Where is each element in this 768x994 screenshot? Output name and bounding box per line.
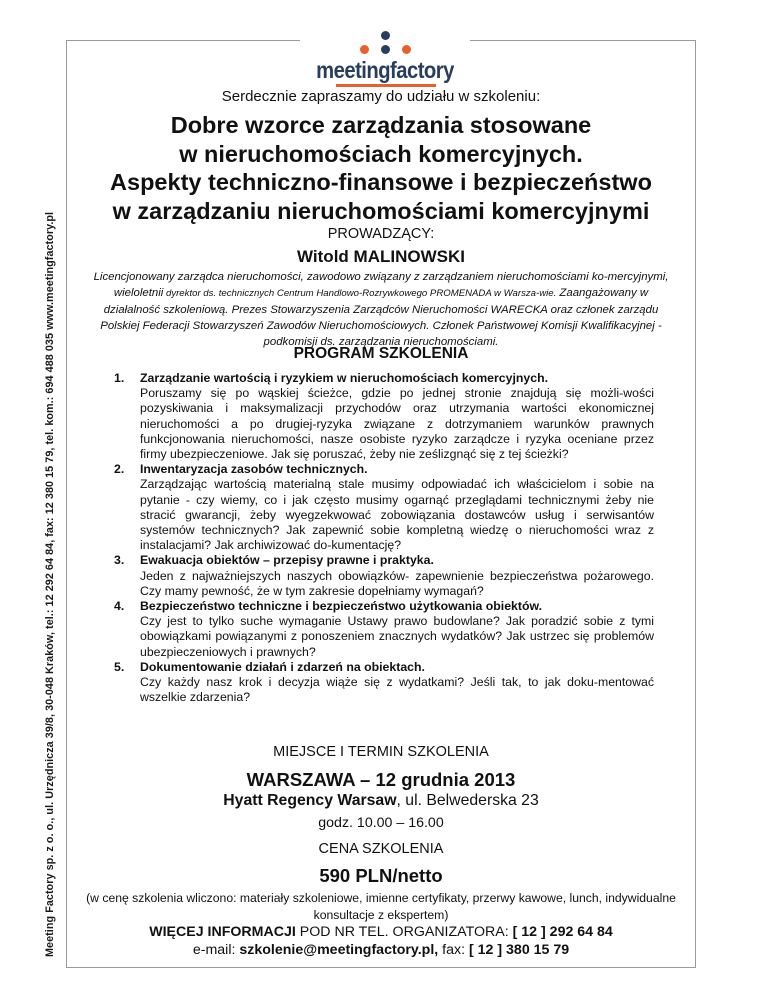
program-item — [114, 660, 654, 706]
title-line: Aspekty techniczno-finansowe i bezpieczeństwo — [110, 169, 652, 195]
program-item-description: Zarządzając wartością materialną stale musimy odpowiadać ich właścicielom i sobie na pytanie - czy wiemy, co i jak często musimy ogarnąć przeglądami technicznymi żeby nie stracić gwarancji, żeby wyegzekwować zobowiązania dostawców usług i serwisantów systemów technicznych? Jak zapewnić sobie kompletną wiedzę o nieruchomości wraz z instalacjami? Jak archiwizować do-kumentację? — [140, 477, 654, 553]
contact-info-text: POD NR TEL. ORGANIZATORA: — [295, 924, 513, 940]
fax-label: fax: — [438, 941, 469, 958]
venue-address: , ul. Belwederska 23 — [396, 792, 539, 809]
venue — [66, 792, 696, 810]
program-item-number: 1. — [114, 371, 125, 385]
program-list — [114, 371, 654, 705]
training-hours: godz. 10.00 – 16.00 — [318, 815, 444, 831]
organizer-fax: [ 12 ] 380 15 79 — [468, 941, 570, 958]
program-item-heading: Inwentaryzacja zasobów technicznych. — [140, 462, 368, 477]
logo-dot-left — [360, 45, 369, 54]
organizer-email[interactable]: szkolenie@meetingfactory.pl, — [239, 941, 439, 958]
training-title — [66, 111, 696, 225]
trainer-label: PROWADZĄCY: — [327, 226, 435, 242]
company-address-vertical: Meeting Factory sp. z o. o., ul. Urzędnicza 39/8, 30-048 Kraków, tel.: 12 292 64 84, fax: 12 380 15 79, tel. kom.: 694 488 035 www.meetingfactory.pl — [44, 211, 56, 957]
program-item-number: 4. — [114, 599, 125, 614]
program-item — [114, 371, 654, 462]
venue-name: Hyatt Regency Warsaw — [223, 792, 397, 809]
price-value: 590 PLN/netto — [319, 865, 443, 886]
program-item — [114, 553, 654, 599]
program-heading: PROGRAM SZKOLENIA — [293, 345, 469, 362]
program-item-number: 2. — [114, 462, 125, 477]
program-item — [114, 462, 654, 553]
program-item-description: Poruszamy się po wąskiej ścieżce, gdzie po jednej stronie znajdują się możli-wości pozyskiwania i maksymalizacji przychodów oraz utrzymania wartości ekonomicznej nieruchomości a po drugiej-ryzyka związane z dotrzymaniem warunków prawnych funkcjonowania nieruchomości, nasze osobiste ryzyko zarządcze i ryzyka oceniane przez firmy ubezpieczeniowe. Jak się poruszać, żeby nie ześlizgnąć się z tej ścieżki? — [140, 386, 654, 462]
contact-info-heading: WIĘCEJ INFORMACJI — [149, 924, 296, 940]
organizer-phone[interactable]: [ 12 ] 292 64 84 — [512, 924, 613, 940]
program-item-description: Czy każdy nasz krok i decyzja wiąże się z wydatkami? Jeśli tak, to jak doku-mentować wszelkie zdarzenia? — [140, 675, 654, 705]
bio-part-2: dyrektor ds. technicznych Centrum Handlowo-Rozrywkowego PROMENADA w Warsza-wie. — [163, 288, 557, 299]
meetingfactory-logo — [300, 25, 470, 87]
logo-dot-top — [381, 31, 390, 40]
price-label: CENA SZKOLENIA — [318, 841, 444, 857]
program-item-number: 3. — [114, 553, 125, 568]
trainer-name: Witold MALINOWSKI — [297, 247, 465, 266]
email-label: e-mail: — [192, 941, 240, 958]
contact-email-line — [66, 942, 696, 960]
program-item-heading: Bezpieczeństwo techniczne i bezpieczeństwo użytkowania obiektów. — [140, 599, 543, 614]
program-item-description: Jeden z najważniejszych naszych obowiązków- zapewnienie bezpieczeństwa pożarowego. Czy mamy pewność, że w tym zakresie dopełniamy wymagań? — [140, 568, 654, 598]
program-item — [114, 599, 654, 660]
price-includes-note: (w cenę szkolenia wliczono: materiały szkoleniowe, imienne certyfikaty, przerwy kawowe, lunch, indywidualne konsultacje z ekspertem) — [86, 891, 676, 922]
title-line: w nieruchomościach komercyjnych. — [179, 140, 583, 167]
program-item-heading: Ewakuacja obiektów – przepisy prawne i praktyka. — [140, 553, 434, 568]
logo-dot-middle — [381, 45, 390, 54]
program-item-heading: Dokumentowanie działań i zdarzeń na obiektach. — [140, 659, 425, 674]
contact-info — [66, 924, 696, 959]
place-and-date-label: MIEJSCE I TERMIN SZKOLENIA — [273, 744, 489, 760]
logo-dot-right — [402, 45, 411, 54]
trainer-bio — [91, 269, 671, 350]
bio-part-1: Licencjonowany zarządca nieruchomości, zawodowo związany z zarządzaniem nieruchomościami ko-mercyjnymi, wieloletnii — [93, 271, 669, 299]
city-and-date: WARSZAWA – 12 grudnia 2013 — [246, 769, 516, 790]
logo-wordmark: meetingfactory — [316, 57, 454, 83]
program-item-heading: Zarządzanie wartością i ryzykiem w nieruchomościach komercyjnych. — [140, 371, 549, 385]
title-line: w zarządzaniu nieruchomościami komercyjnymi — [112, 197, 650, 224]
logo-underline — [336, 84, 436, 87]
title-line: Dobre wzorce zarządzania stosowane — [170, 112, 592, 138]
invitation-line: Serdecznie zapraszamy do udziału w szkoleniu: — [221, 88, 541, 105]
program-item-number: 5. — [114, 659, 125, 674]
contact-phone-line — [66, 924, 696, 942]
bio-part-3: Zaangażowany w działalność szkoleniową. Prezes Stowarzyszenia Zarządców Nieruchomości WARECKA oraz członek zarządu Polskiej Federacji Stowarzyszeń Zawodów Nieruchomościowych. Członek Państwowej Komisji Kwalifikacyjnej - podkomisji ds. zarządzania nieruchomościami. — [100, 287, 662, 348]
program-item-description: Czy jest to tylko suche wymaganie Ustawy prawo budowlane? Jak poradzić sobie z tymi obowiązkami powiązanymi z ponoszeniem znacznych wydatków? Jak ustrzec się problemów ubezpieczeniowych i prawnych? — [140, 614, 654, 659]
